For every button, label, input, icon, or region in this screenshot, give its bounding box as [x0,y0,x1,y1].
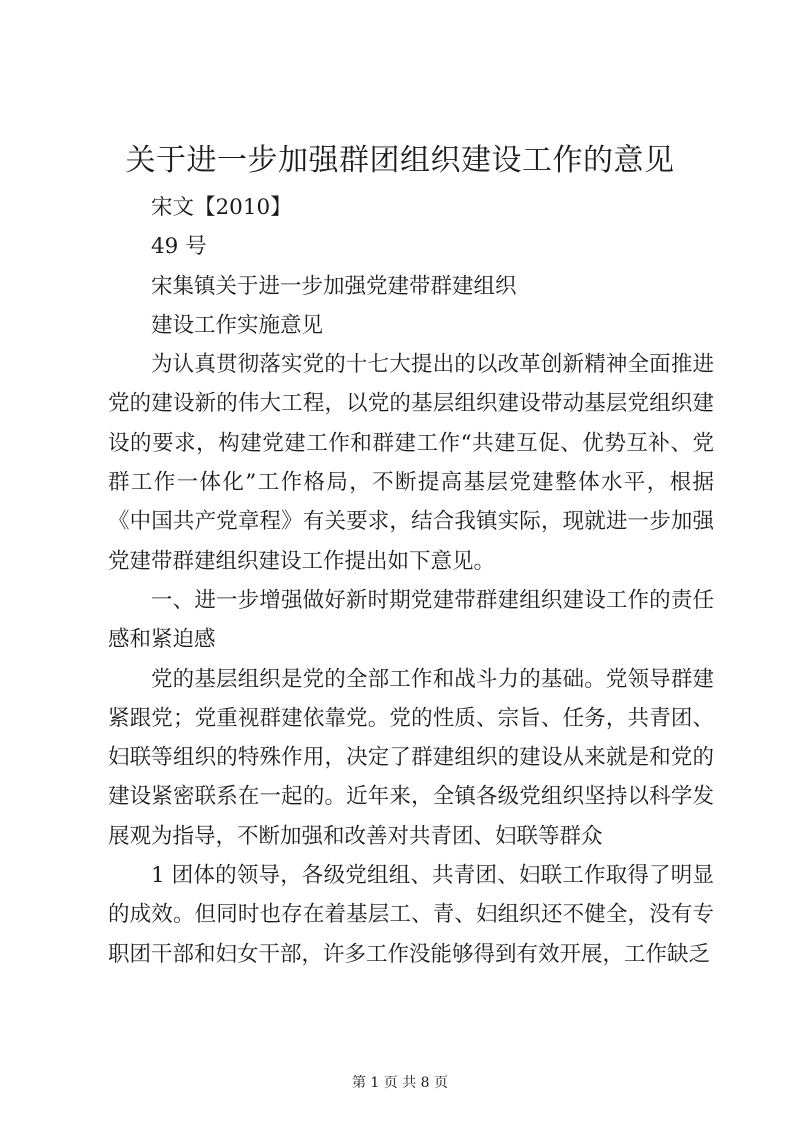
intro-paragraph: 为认真贯彻落实党的十七大提出的以改革创新精神全面推进党的建设新的伟大工程，以党的基层组织建设带动基层党组织建设的要求，构建党建工作和群建工作“共建互促、优势互补、党群工作一体化”工作格局，不断提高基层党建整体水平，根据《中国共产党章程》有关要求，结合我镇实际，现就进一步加强党建带群建组织建设工作提出如下意见。 [108,352,714,574]
section-heading-1: 一、进一步增强做好新时期党建带群建组织建设工作的责任感和紧迫感 [108,587,714,653]
subtitle-line-2: 建设工作实施意见 [151,312,324,338]
document-number-line: 宋文【2010】 [151,195,292,220]
subtitle-line-1: 宋集镇关于进一步加强党建带群建组织 [151,273,517,299]
document-title: 关于进一步加强群团组织建设工作的意见 [125,143,675,178]
body-paragraph-1: 党的基层组织是党的全部工作和战斗力的基础。党领导群建紧跟党；党重视群建依靠党。党的性质、宗旨、任务，共青团、妇联等组织的特殊作用，决定了群建组织的建设从来就是和党的建设紧密联系在一起的。近年来，全镇各级党组织坚持以科学发展观为指导，不断加强和改善对共青团、妇联等群众 [108,666,714,849]
body-paragraph-2: 1 团体的领导，各级党组组、共青团、妇联工作取得了明显的成效。但同时也存在着基层工、青、妇组织还不健全，没有专职团干部和妇女干部，许多工作没能够得到有效开展，工作缺乏 [108,863,714,967]
document-number-suffix: 49 号 [151,234,207,260]
document-body [108,188,714,974]
page-footer: 第 1 页 共 8 页 [351,1075,449,1091]
